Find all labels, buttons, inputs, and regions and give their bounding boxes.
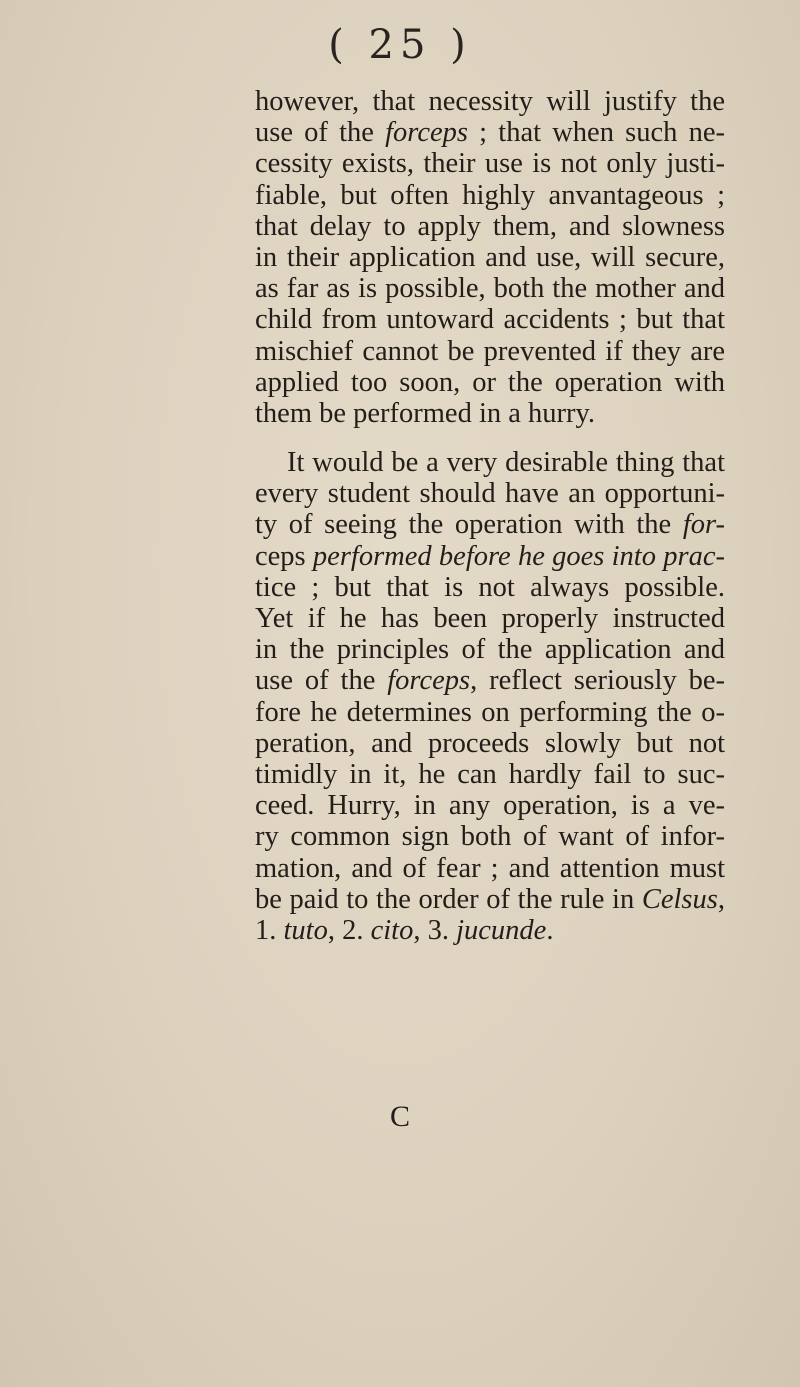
text-line: be paid to the order of the rule in Celsus, — [255, 883, 725, 915]
text-line: in the principles of the application and — [255, 634, 725, 666]
text-line: timidly in it, he can hardly fail to suc- — [255, 758, 725, 790]
text-line: every student should have an opportuni- — [255, 478, 725, 510]
text-line: as far as is possible, both the mother and — [255, 273, 725, 305]
text-line: in their application and use, will secure, — [255, 241, 725, 273]
text-line: use of the forceps ; that when such ne- — [255, 117, 725, 149]
paragraph-gap — [255, 429, 725, 447]
text-line: use of the forceps, reflect seriously be- — [255, 665, 725, 697]
text-line: ceed. Hurry, in any operation, is a ve- — [255, 790, 725, 822]
signature-mark: C — [389, 1100, 410, 1133]
text-line: mation, and of fear ; and attention must — [255, 852, 725, 884]
text-line: child from untoward accidents ; but that — [255, 304, 725, 336]
text-line: Yet if he has been properly instructed — [255, 603, 725, 634]
page-number: ( 25 ) — [328, 22, 472, 68]
text-line: peration, and proceeds slowly but not — [255, 727, 725, 759]
text-line: fiable, but often highly anvantageous ; — [255, 179, 725, 211]
text-line: ceps performed before he goes into prac- — [255, 540, 725, 572]
text-line: It would be a very desirable thing that — [287, 447, 725, 479]
paragraph-1 — [255, 86, 725, 429]
text-line: 1. tuto, 2. cito, 3. jucunde. — [255, 914, 554, 946]
text-line: ry common sign both of want of infor- — [255, 821, 725, 853]
text-line: however, that necessity will justify the — [255, 86, 725, 117]
paragraph-2 — [255, 447, 725, 946]
body-text — [255, 86, 725, 946]
text-line: fore he determines on performing the o- — [255, 696, 725, 728]
text-line: tice ; but that is not always possible. — [255, 571, 725, 603]
text-line: that delay to apply them, and slowness — [255, 210, 725, 242]
text-line: applied too soon, or the operation with — [255, 366, 725, 398]
text-line: ty of seeing the operation with the for- — [255, 509, 725, 541]
text-line: cessity exists, their use is not only justi- — [255, 148, 725, 180]
text-line: mischief cannot be prevented if they are — [255, 335, 725, 367]
text-line: them be performed in a hurry. — [255, 397, 596, 429]
